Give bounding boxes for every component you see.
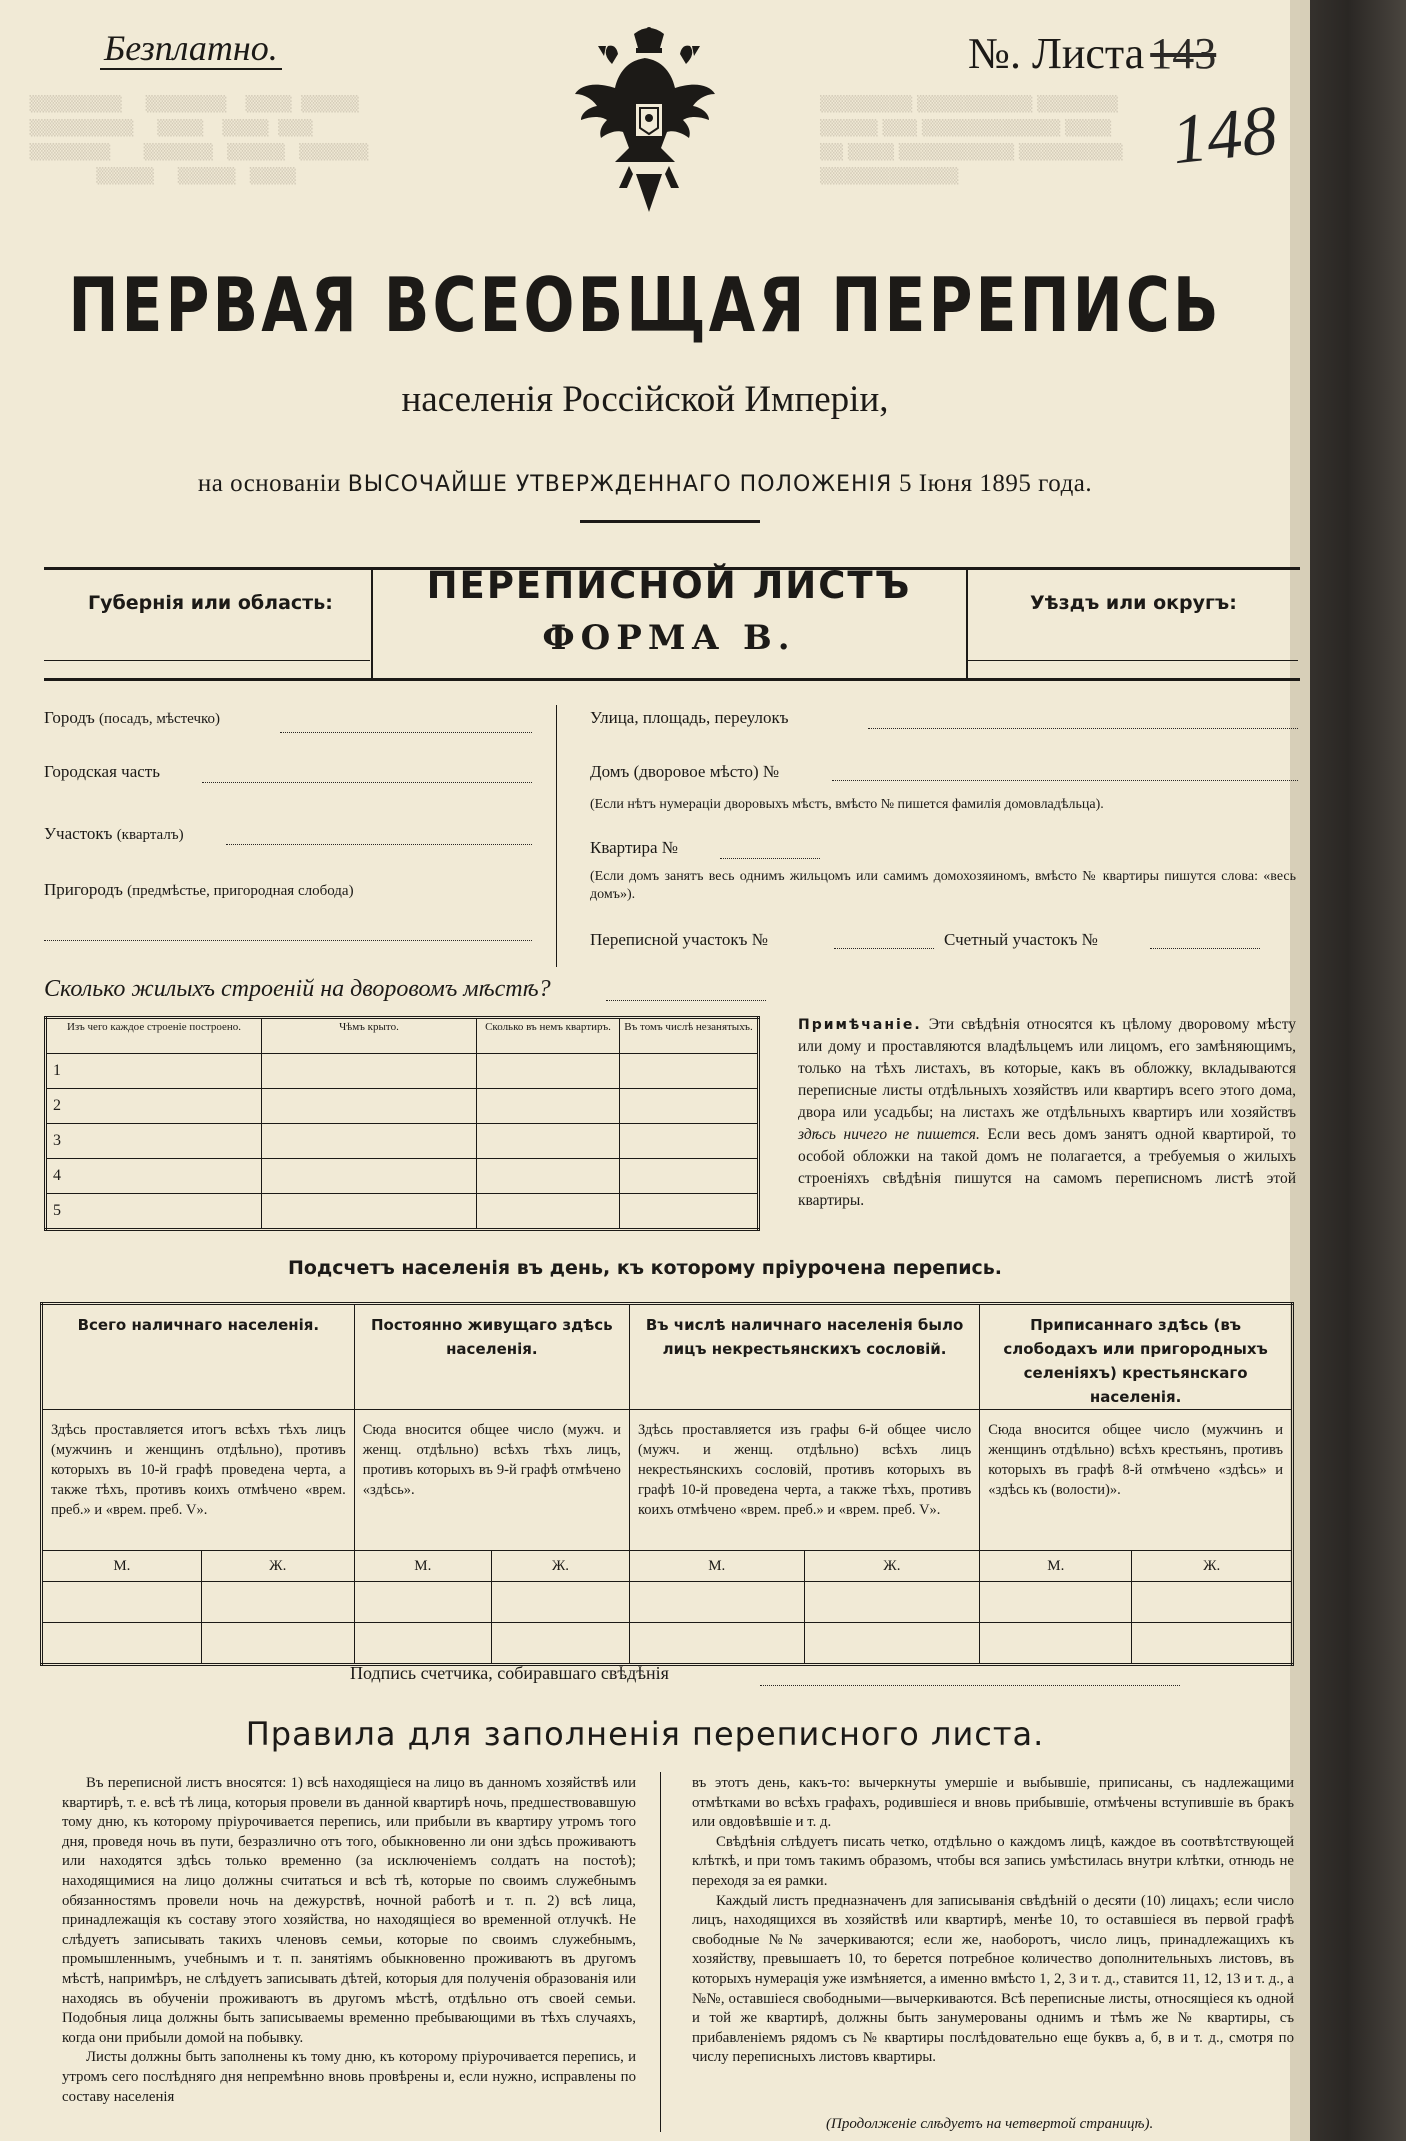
note-label: Примѣчаніе. [798, 1017, 922, 1033]
form-subtitle: ФОРМА В. [542, 618, 796, 658]
female-label: Ж. [804, 1551, 980, 1582]
bleed-through-text: ▒▒▒▒▒▒▒▒ ▒▒▒▒▒▒▒ ▒▒▒▒ ▒▒▒▒▒ ▒▒▒▒▒▒▒▒▒ ▒▒▒▒ ▒▒▒▒ ▒▒▒ ▒▒▒▒▒▒▒ ▒▒▒▒▒▒ ▒▒▒▒▒ ▒▒▒▒▒▒ ▒▒▒▒▒ ▒▒▒▒▒ ▒▒▒▒ [29, 95, 369, 185]
table-cell[interactable] [477, 1124, 620, 1159]
count-cell[interactable] [491, 1623, 629, 1665]
col-vacant: Въ томъ числѣ незанятыхъ. [620, 1018, 759, 1054]
table-row [46, 1159, 759, 1194]
male-label: М. [42, 1551, 202, 1582]
city-field[interactable] [280, 732, 532, 733]
male-label: М. [354, 1551, 491, 1582]
count-cell[interactable] [354, 1623, 491, 1665]
rules-right-paragraph: въ этотъ день, какъ-то: вычеркнуты умершіе и выбывшіе, приписаны, съ надлежащими отмѣтками во всѣхъ графахъ, родившіеся и вновь прибывшіе, отмѣчены вступившіе въ бракъ или овдовѣвшіе и т. д. [692, 1775, 1294, 1831]
table-cell[interactable] [477, 1054, 620, 1089]
basis-date: 5 Іюня 1895 года. [899, 470, 1093, 497]
census-precinct-field[interactable] [834, 948, 934, 949]
house-label: Домъ (дворовое мѣсто) № [590, 762, 780, 781]
count-cell[interactable] [804, 1623, 980, 1665]
count-cell[interactable] [201, 1623, 354, 1665]
count-col-registered-peasant: Приписаннаго здѣсь (въ слободахъ или пригородныхъ селеніяхъ) крестьянскаго населенія. [980, 1304, 1293, 1410]
table-cell[interactable] [477, 1089, 620, 1124]
street-field[interactable] [868, 728, 1298, 729]
count-col-present: Всего наличнаго населенія. [42, 1304, 355, 1410]
col-roof: Чѣмъ крыто. [262, 1018, 477, 1054]
street-label: Улица, площадь, переулокъ [590, 708, 789, 727]
city-label-text: Городъ [44, 708, 95, 727]
note-text: Эти свѣдѣнія относятся къ цѣлому дворовому мѣсту или дому и проставляются владѣльцемъ или лицомъ, его замѣняющимъ, только на тѣхъ листахъ, въ которые, какъ въ обложку, вкладываются переписные листы отдѣльныхъ хозяйствъ или квартиръ всего этого дома, двора или усадьбы; на листахъ же отдѣльныхъ квартиръ или хозяйствъ [798, 1016, 1297, 1121]
count-mf-row [42, 1551, 1293, 1582]
buildings-header-row [46, 1018, 759, 1054]
count-desc-registered-peasant: Сюда вносится общее число (мужчинъ и женщинъ отдѣльно) всѣхъ крестьянъ, противъ которыхъ въ графѣ 8-й отмѣчено «здѣсь» и «здѣсь къ (волости)». [980, 1410, 1293, 1551]
rules-left-paragraph: Листы должны быть заполнены къ тому дню, къ которому пріурочивается перепись, и утромъ сего послѣдняго дня непремѣнно вновь провѣрены и, если нужно, исправлены по составу населенія [62, 2049, 636, 2105]
table-cell[interactable] [477, 1194, 620, 1230]
note-block [798, 1014, 1296, 1212]
count-precinct-field[interactable] [1150, 948, 1260, 949]
table-cell[interactable] [620, 1159, 759, 1194]
count-precinct-label: Счетный участокъ № [944, 930, 1098, 949]
count-cell[interactable] [201, 1582, 354, 1623]
table-row [46, 1089, 759, 1124]
address-divider [556, 705, 557, 967]
count-cell[interactable] [1132, 1623, 1293, 1665]
rules-left-column [62, 1774, 636, 2107]
precinct-label-text: Участокъ [44, 824, 113, 843]
basis-line [0, 470, 1290, 498]
count-desc-present: Здѣсь проставляется итогъ всѣхъ тѣхъ лицъ (мужчинъ и женщинъ отдѣльно), противъ которыхъ въ 10-й графѣ проведена черта, а также тѣхъ, противъ коихъ отмѣчено «врем. преб.» и «врем. преб. V». [42, 1410, 355, 1551]
precinct-field[interactable] [226, 844, 532, 845]
count-cell[interactable] [629, 1623, 804, 1665]
count-desc-permanent: Сюда вносится общее число (мужч. и женщ. отдѣльно) всѣхъ тѣхъ лицъ, противъ которыхъ въ 9-й графѣ отмѣчено «здѣсь». [354, 1410, 629, 1551]
suburb-field[interactable] [44, 940, 532, 941]
basis-prefix: на основаніи [197, 470, 341, 497]
precinct-label [44, 824, 184, 844]
count-cell[interactable] [980, 1582, 1132, 1623]
count-cell[interactable] [804, 1582, 980, 1623]
note-text-italic: здѣсь ничего не пишется. [798, 1126, 980, 1143]
rules-right-column [692, 1774, 1294, 2068]
table-cell[interactable] [262, 1089, 477, 1124]
table-cell[interactable] [620, 1054, 759, 1089]
table-cell[interactable] [477, 1159, 620, 1194]
count-entry-row [42, 1582, 1293, 1623]
imperial-eagle-emblem [574, 24, 724, 224]
census-precinct-label: Переписной участокъ № [590, 930, 768, 949]
count-header-row [42, 1304, 1293, 1410]
handwritten-sheet-number: 148 [1168, 91, 1281, 180]
sheet-number-struck: 143 [1150, 29, 1217, 78]
male-label: М. [980, 1551, 1132, 1582]
count-cell[interactable] [629, 1582, 804, 1623]
population-count-table [40, 1302, 1294, 1666]
row-number: 3 [46, 1124, 262, 1159]
female-label: Ж. [1132, 1551, 1293, 1582]
buildings-table [44, 1016, 760, 1231]
count-col-permanent: Постоянно живущаго здѣсь населенія. [354, 1304, 629, 1410]
table-cell[interactable] [262, 1194, 477, 1230]
table-cell[interactable] [620, 1089, 759, 1124]
city-part-field[interactable] [202, 782, 532, 783]
city-part-label: Городская часть [44, 762, 160, 781]
col-material: Изъ чего каждое строеніе построено. [46, 1018, 262, 1054]
province-field-line [44, 660, 370, 661]
count-cell[interactable] [1132, 1582, 1293, 1623]
rules-title: Правила для заполненія переписного листа. [245, 1715, 1045, 1753]
count-desc-row [42, 1410, 1293, 1551]
suburb-label [44, 880, 354, 900]
house-note: (Если нѣтъ нумераціи дворовыхъ мѣстъ, вмѣсто № пишется фамилія домовладѣльца). [590, 797, 1104, 812]
house-field[interactable] [832, 780, 1298, 781]
apartment-field[interactable] [720, 858, 820, 859]
enumerator-signature-label: Подпись счетчика, собиравшаго свѣдѣнія [350, 1663, 669, 1683]
form-title: ПЕРЕПИСНОЙ ЛИСТЪ [426, 564, 912, 607]
subtitle: населенія Россійской Имперіи, [401, 379, 889, 420]
row-number: 5 [46, 1194, 262, 1230]
continued-note: (Продолженіе слѣдуетъ на четвертой страницѣ). [826, 2116, 1154, 2132]
main-title: ПЕРВАЯ ВСЕОБЩАЯ ПЕРЕПИСЬ [68, 262, 1222, 350]
sheet-number-label: №. Листа [968, 29, 1145, 78]
count-title: Подсчетъ населенія въ день, къ которому пріурочена перепись. [287, 1257, 1003, 1279]
male-label: М. [629, 1551, 804, 1582]
female-label: Ж. [201, 1551, 354, 1582]
table-cell[interactable] [262, 1054, 477, 1089]
table-cell[interactable] [262, 1159, 477, 1194]
city-label [44, 708, 220, 728]
row-number: 2 [46, 1089, 262, 1124]
form-header-bottom-rule [44, 678, 1300, 681]
free-label: Безплатно. [100, 28, 282, 70]
district-label: Уѣздъ или округъ: [1030, 592, 1237, 614]
title-divider [580, 520, 760, 523]
count-cell[interactable] [42, 1582, 202, 1623]
count-cell[interactable] [980, 1623, 1132, 1665]
apartment-label: Квартира № [590, 838, 679, 857]
sheet-number [968, 30, 1216, 78]
buildings-answer-field[interactable] [606, 1000, 766, 1001]
table-cell[interactable] [620, 1194, 759, 1230]
count-entry-row [42, 1623, 1293, 1665]
province-label: Губернія или область: [88, 592, 333, 614]
count-cell[interactable] [491, 1582, 629, 1623]
count-desc-non-peasant: Здѣсь проставляется изъ графы 6-й общее число (мужч. и женщ. отдѣльно) всѣхъ лицъ некрестьянскихъ сословій, противъ которыхъ въ графѣ 10-й проведена черта, а также тѣхъ, противъ коихъ отмѣчено «врем. преб.» и «врем. преб. V». [629, 1410, 979, 1551]
table-cell[interactable] [620, 1124, 759, 1159]
suburb-label-text: Пригородъ [44, 880, 123, 899]
basis-caps: ВЫСОЧАЙШЕ УТВЕРЖДЕННАГО ПОЛОЖЕНІЯ [347, 472, 893, 497]
rules-column-divider [660, 1772, 661, 2132]
enumerator-signature-field[interactable] [760, 1685, 1180, 1686]
suburb-note: (предмѣстье, пригородная слобода) [127, 883, 354, 899]
table-row [46, 1054, 759, 1089]
row-number: 4 [46, 1159, 262, 1194]
female-label: Ж. [491, 1551, 629, 1582]
col-apartments: Сколько въ немъ квартиръ. [477, 1018, 620, 1054]
bleed-through-text-right: ▒▒▒▒▒▒▒▒ ▒▒▒▒▒▒▒▒▒▒ ▒▒▒▒▒▒▒ ▒▒▒▒▒ ▒▒▒ ▒▒▒▒▒▒▒▒▒▒▒▒ ▒▒▒▒ ▒▒ ▒▒▒▒ ▒▒▒▒▒▒▒▒▒▒ ▒▒▒▒▒▒▒▒▒ ▒▒▒▒▒▒▒▒▒▒▒▒ [820, 95, 1123, 185]
rules-right-paragraph: Каждый листъ предназначенъ для записыванія свѣдѣній о десяти (10) лицахъ; если число лицъ, находящихся въ хозяйствѣ или квартирѣ, менѣе 10, то оставшіеся въ первой графѣ свободные №№ зачеркиваются; если же, наоборотъ, число лицъ, принадлежащихъ къ хозяйству, превышаетъ 10, то берется потребное количество дополнительныхъ листовъ, въ которыхъ нумерація уже измѣняется, а именно вмѣсто 1, 2, 3 и т. д., ставится 11, 12, 13 и т. д., а №№, оставшіеся свободными—вычеркиваются. Всѣ переписные листы, относящіеся къ одной и той же квартирѣ, должны быть занумерованы однимъ и тѣмъ же № квартиры, съ прибавленіемъ рядомъ съ № квартиры послѣдовательно еще буквъ а, б, в и т. д., смотря по числу переписныхъ листовъ квартиры. [692, 1892, 1294, 2066]
rules-left-paragraph: Въ переписной листъ вносятся: 1) всѣ находящіеся на лицо въ данномъ хозяйствѣ или квартирѣ, т. е. всѣ тѣ лица, которыя провели въ данной квартирѣ ночь, предшествовавшую тому дню, къ которому пріурочивается перепись, или прибыли въ квартиру утромъ того дня, проведя ночь въ пути, безразлично отъ того, обыкновенно ли они здѣсь проживаютъ или находятся здѣсь только временно (за исключеніемъ солдатъ на постоѣ); находящимися на лицо должны считаться и всѣ тѣ, которые по своимъ служебнымъ обязанностямъ провели ночь на дежурствѣ, ночной работѣ и т. п. 2) всѣ лица, принадлежащія къ составу этого хозяйства, но находящіеся во временной отлучкѣ. Не слѣдуетъ записывать такихъ членовъ семьи, которые по своимъ служебнымъ, промышленнымъ, учебнымъ и т. п. занятіямъ обыкновенно проживаютъ въ другомъ мѣстѣ, напримѣръ, не слѣдуетъ записывать дѣтей, которыя для полученія образованія или находясь въ обученіи проживаютъ въ другомъ мѣстѣ, отдѣльно отъ своей семьи. Подобныя лица должны быть записываемы временно пребывающими въ тѣхъ случаяхъ, когда они прибыли домой на побывку. [62, 1775, 636, 2046]
precinct-note: (кварталъ) [116, 827, 184, 843]
rules-right-paragraph: Свѣдѣнія слѣдуетъ писать четко, отдѣльно о каждомъ лицѣ, каждое въ соотвѣтствующей клѣткѣ, и при томъ такимъ образомъ, чтобы вся запись умѣстилась внутри клѣтки, отнюдь не переходя за ея рамки. [692, 1833, 1294, 1889]
form-header-divider-right [966, 570, 968, 680]
city-note: (посадъ, мѣстечко) [99, 711, 221, 727]
count-col-non-peasant: Въ числѣ наличнаго населенія было лицъ некрестьянскихъ сословій. [629, 1304, 979, 1410]
table-row [46, 1194, 759, 1230]
note-text-2: Если весь домъ занятъ одной квартирой, то особой обложки на такой домъ не полагается, а требуемыя о жилыхъ строеніяхъ свѣдѣнія пишутся на самомъ переписномъ листѣ этой квартиры. [798, 1126, 1296, 1209]
count-cell[interactable] [42, 1623, 202, 1665]
district-field-line [968, 660, 1298, 661]
table-row [46, 1124, 759, 1159]
buildings-question: Сколько жилыхъ строеній на дворовомъ мѣстѣ? [44, 976, 551, 1002]
apartment-note: (Если домъ занятъ весь однимъ жильцомъ или самимъ домохозяиномъ, вмѣсто № квартиры пишутся слова: «весь домъ»). [590, 869, 1296, 902]
table-cell[interactable] [262, 1124, 477, 1159]
row-number: 1 [46, 1054, 262, 1089]
count-cell[interactable] [354, 1582, 491, 1623]
